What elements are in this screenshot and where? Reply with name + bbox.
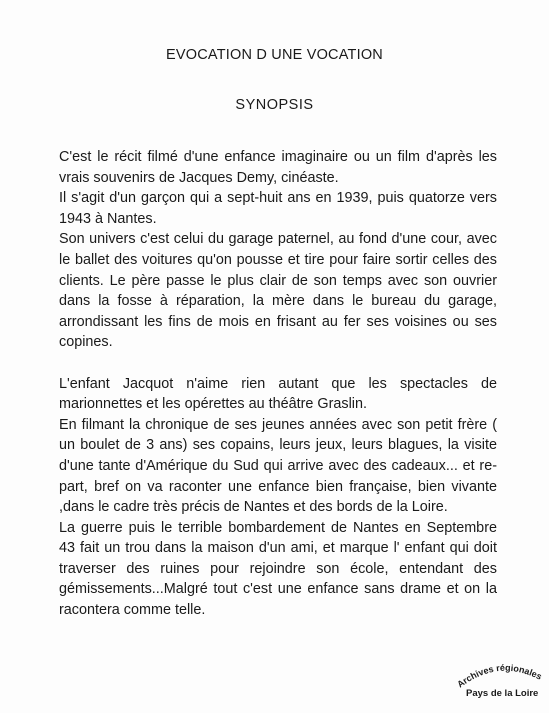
document-title: EVOCATION D UNE VOCATION bbox=[166, 47, 383, 63]
paragraph-3: Son univers c'est celui du garage paternel, au fond d'une cour, avec le ballet des voitures qu'on pousse et tire pour faire sortir celles des clients. Le père passe le plus clair de son temps avec son ouvrier dans la fosse à réparation, la mère dans le bureau du garage, arrondissant les fins de mois en frisant au fer ses voisines ou ses copines. bbox=[59, 231, 497, 351]
stamp-line-2: Pays de la Loire bbox=[466, 688, 539, 699]
paragraph-1: C'est le récit filmé d'une enfance imaginaire ou un film d'après les vrais souvenirs de Jacques Demy, cinéaste. bbox=[59, 149, 497, 186]
paragraph-4: L'enfant Jacquot n'aime rien autant que les spectacles de marionnettes et les opérettes au théâtre Graslin. bbox=[59, 375, 497, 413]
stamp-line-1: Archives régionales bbox=[455, 662, 544, 690]
paragraph-spacer bbox=[59, 353, 497, 374]
paragraph-2: Il s'agit d'un garçon qui a sept-huit ans en 1939, puis quatorze vers 1943 à Nantes. bbox=[59, 190, 497, 227]
svg-text:Archives régionales bbox=[455, 663, 543, 690]
synopsis-body bbox=[59, 147, 497, 621]
paragraph-5: En filmant la chronique de ses jeunes années avec son petit frère ( un boulet de 3 ans) ses copains, leurs jeux, leurs blagues, la visite d'une tante d'Amérique du Sud qui arrive avec des cadeaux... et re-part, bref on va raconter une enfance bien française, bien vivante ,dans le cadre très précis de Nantes et des bords de la Loire. bbox=[59, 416, 497, 516]
paragraph-6: La guerre puis le terrible bombardement de Nantes en Septembre 43 fait un trou dans la maison d'un ami, et marque l' enfant qui doit traverser des ruines pour rejoindre son école, entendant des gémissements...Malgré tout c'est une enfance sans drame et on la racontera comme telle. bbox=[59, 519, 497, 619]
document-subtitle: SYNOPSIS bbox=[235, 97, 314, 113]
